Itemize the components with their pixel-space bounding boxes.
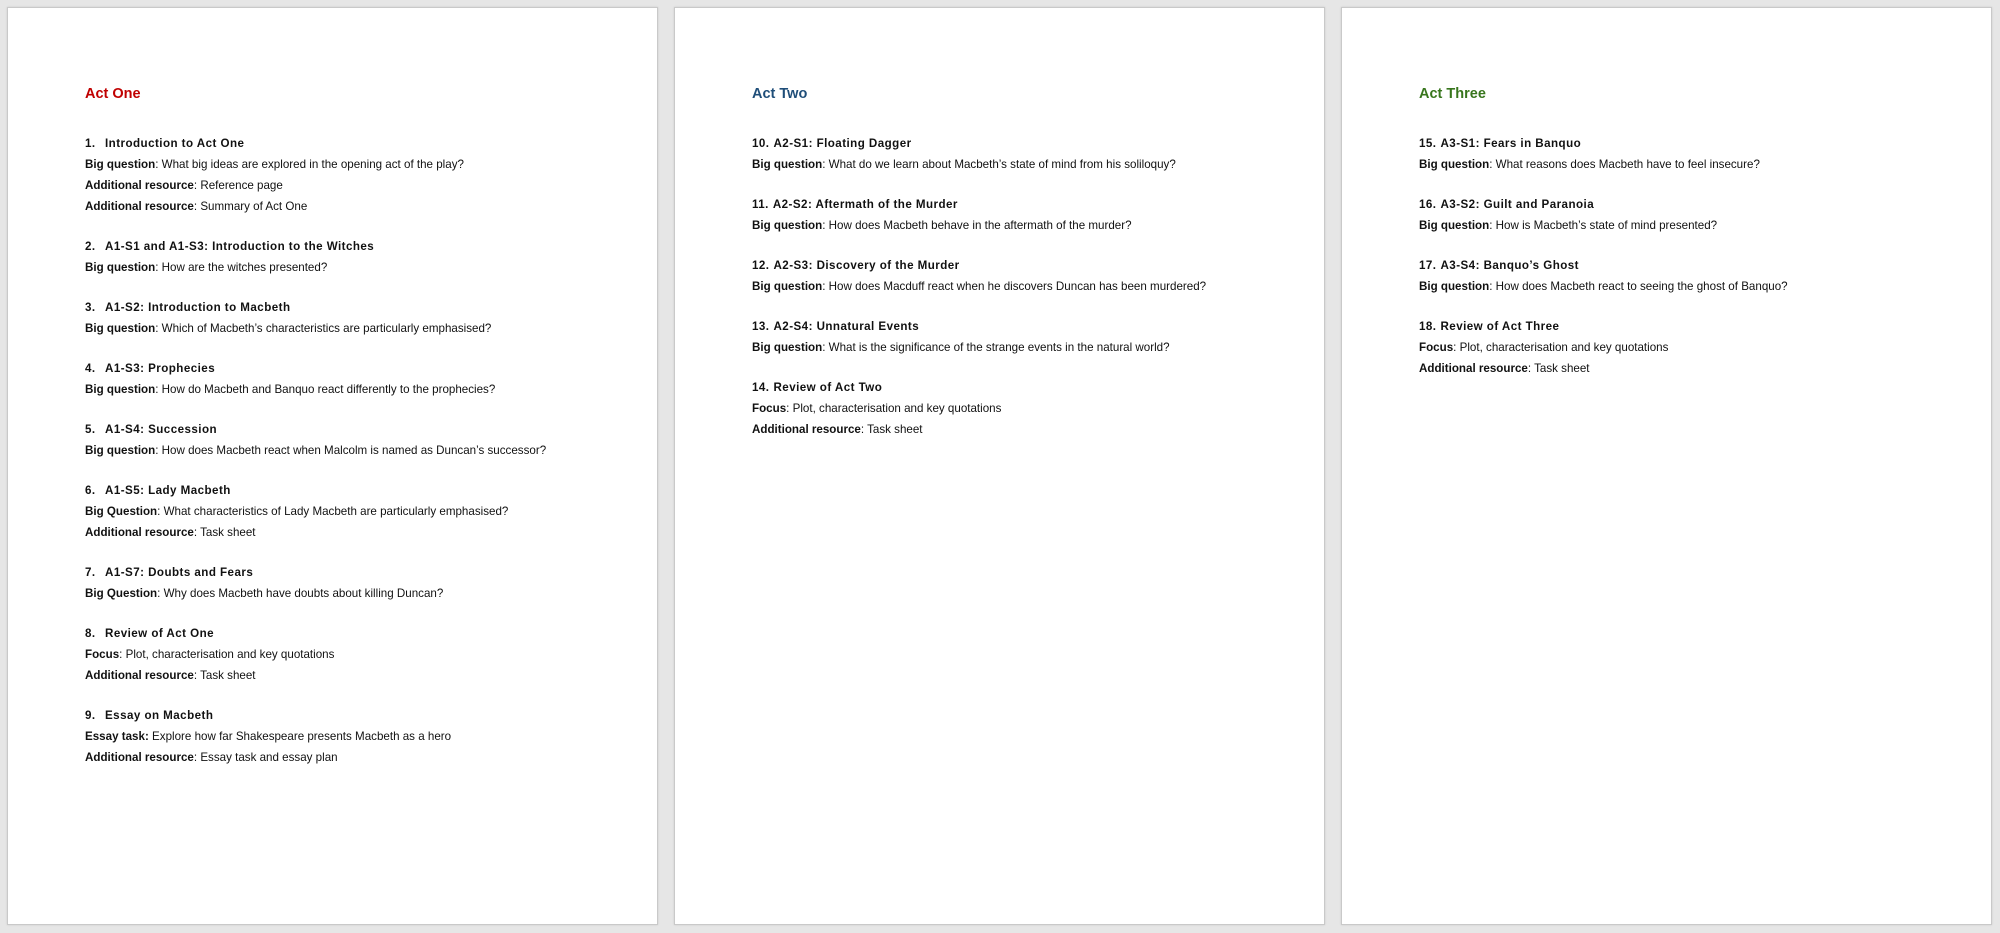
lesson-title <box>752 198 1284 212</box>
detail-label: Additional resource <box>752 423 861 436</box>
lesson-title-text: Review of Act One <box>105 627 215 640</box>
detail-label: Big question <box>85 158 156 171</box>
detail-text: How does Macbeth react to seeing the ghost of Banquo? <box>1495 280 1788 293</box>
lesson-number: 5. <box>85 423 96 436</box>
detail-label: Additional resource <box>85 669 194 682</box>
detail-separator: : <box>157 505 164 518</box>
lesson-number: 3. <box>85 301 96 314</box>
detail-label: Big question <box>85 322 156 335</box>
lesson-title <box>85 240 617 254</box>
detail-separator: : <box>822 158 829 171</box>
lesson-title-text: A1-S1 and A1-S3: Introduction to the Witches <box>105 240 375 253</box>
detail-separator: : <box>193 669 201 682</box>
lesson-title-text: A3-S4: Banquo’s Ghost <box>1440 259 1579 272</box>
lesson-number: 16. <box>1419 198 1437 211</box>
lesson-item <box>85 301 617 336</box>
lesson-title <box>1419 198 1951 212</box>
detail-separator: : <box>155 383 162 396</box>
detail-separator: : <box>822 280 829 293</box>
lesson-title <box>85 362 617 376</box>
document-page-3 <box>1341 7 1992 925</box>
lesson-title-text: A1-S3: Prophecies <box>105 362 216 375</box>
detail-separator: : <box>193 751 201 764</box>
detail-label: Big question <box>1419 280 1490 293</box>
detail-label: Big question <box>85 444 156 457</box>
lesson-title <box>85 627 617 641</box>
detail-separator: : <box>786 402 793 415</box>
lesson-detail <box>85 383 617 397</box>
detail-text: Reference page <box>200 179 283 192</box>
lesson-detail <box>85 444 617 458</box>
lesson-detail <box>85 587 617 601</box>
detail-separator: : <box>193 526 201 539</box>
detail-text: Why does Macbeth have doubts about killing Duncan? <box>163 587 444 600</box>
lesson-title <box>85 566 617 580</box>
lesson-detail <box>752 219 1284 233</box>
lesson-detail <box>752 423 1284 437</box>
detail-label: Big question <box>752 280 823 293</box>
detail-label: Additional resource <box>85 179 194 192</box>
lesson-item <box>85 137 617 214</box>
page-content <box>85 86 617 791</box>
lesson-number: 18. <box>1419 320 1437 333</box>
lesson-title <box>85 484 617 498</box>
document-page-2 <box>674 7 1325 925</box>
detail-label: Big question <box>1419 158 1490 171</box>
detail-text: Task sheet <box>200 669 256 682</box>
lesson-number: 13. <box>752 320 770 333</box>
lesson-title-text: A3-S1: Fears in Banquo <box>1440 137 1582 150</box>
lesson-title-text: A2-S3: Discovery of the Murder <box>773 259 960 272</box>
lesson-number: 14. <box>752 381 770 394</box>
lesson-number: 2. <box>85 240 96 253</box>
detail-separator: : <box>155 322 162 335</box>
lesson-title <box>752 381 1284 395</box>
lesson-item <box>1419 198 1951 233</box>
detail-text: Essay task and essay plan <box>200 751 338 764</box>
detail-separator: : <box>822 341 829 354</box>
detail-separator: : <box>1453 341 1460 354</box>
lesson-title <box>752 259 1284 273</box>
page-content <box>752 86 1284 463</box>
detail-label: Additional resource <box>1419 362 1528 375</box>
lesson-detail <box>752 280 1284 294</box>
detail-label: Big question <box>85 261 156 274</box>
detail-text: Which of Macbeth’s characteristics are particularly emphasised? <box>161 322 492 335</box>
detail-separator: : <box>1489 280 1496 293</box>
lesson-title-text: A1-S2: Introduction to Macbeth <box>105 301 291 314</box>
detail-label: Big question <box>85 383 156 396</box>
act-title: Act Two <box>752 86 808 102</box>
detail-label: Big Question <box>85 505 158 518</box>
lesson-item <box>1419 137 1951 172</box>
detail-label: Additional resource <box>85 526 194 539</box>
lesson-title-text: Essay on Macbeth <box>105 709 214 722</box>
lesson-number: 4. <box>85 362 96 375</box>
detail-text: Plot, characterisation and key quotations <box>125 648 335 661</box>
page-content <box>1419 86 1951 402</box>
lesson-detail <box>85 179 617 193</box>
detail-separator: : <box>860 423 868 436</box>
detail-text: How is Macbeth’s state of mind presented? <box>1495 219 1718 232</box>
lesson-title <box>85 301 617 315</box>
lesson-title <box>752 137 1284 151</box>
lesson-item <box>752 137 1284 172</box>
lesson-number: 12. <box>752 259 770 272</box>
lesson-item <box>85 627 617 683</box>
detail-label: Big question <box>752 341 823 354</box>
lesson-item <box>1419 259 1951 294</box>
lesson-item <box>752 381 1284 437</box>
detail-text: What is the significance of the strange events in the natural world? <box>828 341 1170 354</box>
detail-separator: : <box>157 587 164 600</box>
lesson-detail <box>752 402 1284 416</box>
lesson-detail <box>1419 280 1951 294</box>
lesson-title <box>85 137 617 151</box>
lesson-title-text: Review of Act Two <box>773 381 883 394</box>
lesson-item <box>85 709 617 765</box>
detail-text: Task sheet <box>867 423 923 436</box>
detail-text: Summary of Act One <box>200 200 308 213</box>
lesson-title <box>85 709 617 723</box>
lesson-number: 10. <box>752 137 770 150</box>
lesson-number: 8. <box>85 627 96 640</box>
lesson-number: 6. <box>85 484 96 497</box>
lesson-number: 11. <box>752 198 769 211</box>
detail-separator: : <box>193 179 201 192</box>
detail-separator: : <box>822 219 829 232</box>
detail-text: Plot, characterisation and key quotations <box>792 402 1002 415</box>
lesson-title <box>752 320 1284 334</box>
lesson-item <box>1419 320 1951 376</box>
detail-label: Focus <box>85 648 120 661</box>
detail-text: What big ideas are explored in the opening act of the play? <box>161 158 464 171</box>
lesson-number: 17. <box>1419 259 1437 272</box>
act-title: Act Three <box>1419 86 1486 102</box>
lesson-detail <box>85 730 617 744</box>
detail-label: Big question <box>1419 219 1490 232</box>
lesson-item <box>85 423 617 458</box>
detail-text: How does Macbeth react when Malcolm is named as Duncan’s successor? <box>161 444 547 457</box>
lesson-title-text: A1-S5: Lady Macbeth <box>105 484 231 497</box>
lesson-detail <box>1419 362 1951 376</box>
lesson-title-text: A1-S7: Doubts and Fears <box>105 566 254 579</box>
lesson-detail <box>85 261 617 275</box>
lesson-detail <box>1419 158 1951 172</box>
lesson-item <box>752 259 1284 294</box>
lesson-number: 1. <box>85 137 96 150</box>
detail-label: Additional resource <box>85 751 194 764</box>
detail-label: Big question <box>752 158 823 171</box>
lesson-detail <box>1419 341 1951 355</box>
detail-label: Big Question <box>85 587 158 600</box>
lesson-detail <box>85 669 617 683</box>
lesson-title <box>1419 259 1951 273</box>
lesson-item <box>85 566 617 601</box>
detail-separator: : <box>193 200 201 213</box>
detail-text: Plot, characterisation and key quotations <box>1459 341 1669 354</box>
detail-separator: : <box>1489 219 1496 232</box>
lesson-number: 15. <box>1419 137 1437 150</box>
detail-separator: : <box>1489 158 1496 171</box>
lesson-detail <box>85 526 617 540</box>
detail-label: Focus <box>752 402 787 415</box>
detail-text: How do Macbeth and Banquo react differently to the prophecies? <box>161 383 496 396</box>
lesson-detail <box>752 341 1284 355</box>
lesson-detail <box>85 648 617 662</box>
lesson-number: 9. <box>85 709 96 722</box>
lesson-number: 7. <box>85 566 96 579</box>
detail-label: Additional resource <box>85 200 194 213</box>
lesson-title <box>1419 137 1951 151</box>
document-page-1 <box>7 7 658 925</box>
detail-text: How does Macduff react when he discovers Duncan has been murdered? <box>828 280 1207 293</box>
detail-label: Essay task: <box>85 730 149 743</box>
lesson-title-text: A3-S2: Guilt and Paranoia <box>1440 198 1595 211</box>
detail-label: Focus <box>1419 341 1454 354</box>
lesson-title-text: Introduction to Act One <box>105 137 245 150</box>
lesson-title <box>85 423 617 437</box>
detail-text: What characteristics of Lady Macbeth are particularly emphasised? <box>163 505 509 518</box>
detail-separator: : <box>155 444 162 457</box>
lesson-detail <box>85 322 617 336</box>
detail-separator: : <box>1527 362 1535 375</box>
lesson-item <box>85 240 617 275</box>
lesson-detail <box>85 505 617 519</box>
lesson-item <box>752 198 1284 233</box>
detail-text: What reasons does Macbeth have to feel insecure? <box>1495 158 1760 171</box>
detail-text: What do we learn about Macbeth’s state of mind from his soliloquy? <box>828 158 1176 171</box>
lesson-item <box>85 362 617 397</box>
lesson-detail <box>85 158 617 172</box>
lesson-title-text: A2-S4: Unnatural Events <box>773 320 920 333</box>
lesson-detail <box>1419 219 1951 233</box>
detail-text: Task sheet <box>200 526 256 539</box>
detail-text: How are the witches presented? <box>161 261 328 274</box>
lesson-item <box>85 484 617 540</box>
detail-label: Big question <box>752 219 823 232</box>
lesson-title-text: A2-S1: Floating Dagger <box>773 137 912 150</box>
lesson-item <box>752 320 1284 355</box>
lesson-title-text: Review of Act Three <box>1440 320 1560 333</box>
lesson-title <box>1419 320 1951 334</box>
act-title: Act One <box>85 86 141 102</box>
detail-separator: : <box>119 648 126 661</box>
lesson-detail <box>85 751 617 765</box>
detail-separator: : <box>155 261 162 274</box>
detail-text: How does Macbeth behave in the aftermath of the murder? <box>828 219 1132 232</box>
detail-text: Task sheet <box>1534 362 1590 375</box>
lesson-detail <box>85 200 617 214</box>
detail-text: Explore how far Shakespeare presents Macbeth as a hero <box>152 730 452 743</box>
lesson-detail <box>752 158 1284 172</box>
detail-separator: : <box>155 158 162 171</box>
lesson-title-text: A2-S2: Aftermath of the Murder <box>772 198 958 211</box>
lesson-title-text: A1-S4: Succession <box>105 423 218 436</box>
